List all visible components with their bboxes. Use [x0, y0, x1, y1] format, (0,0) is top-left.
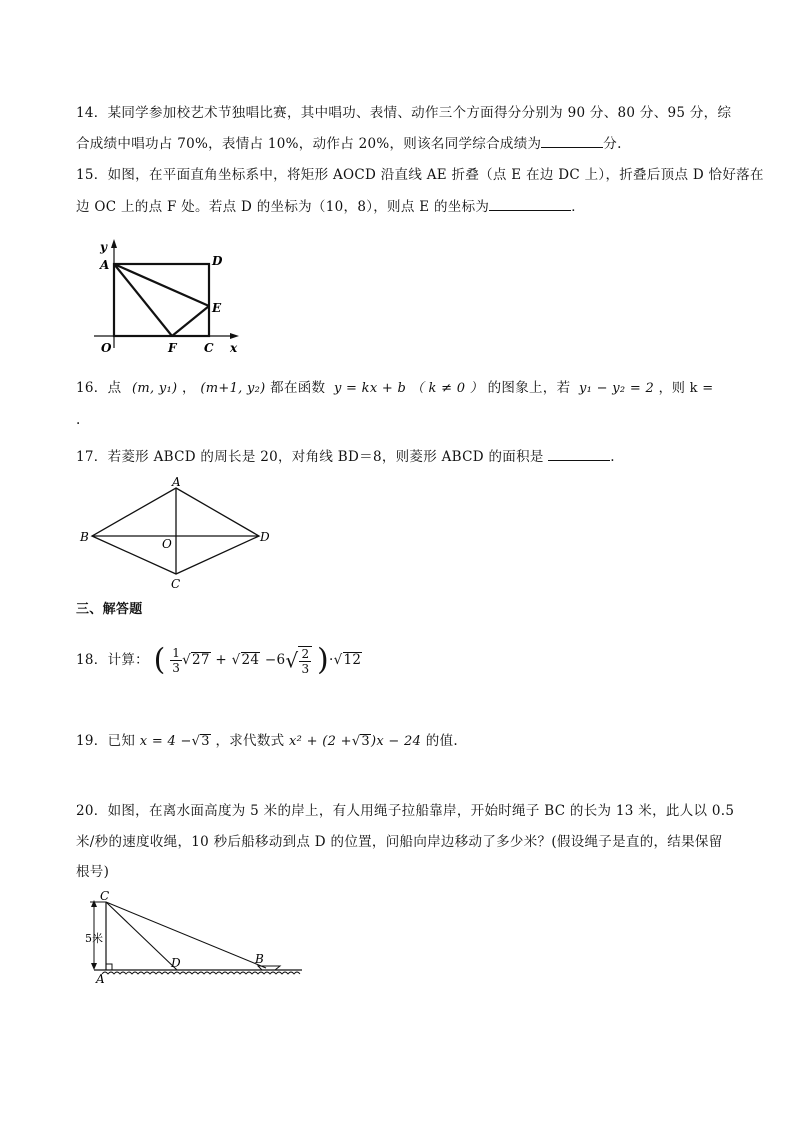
q17-rhombus-figure: [76, 474, 276, 592]
q14-answer-blank: [541, 133, 603, 148]
label-d: D: [212, 254, 223, 268]
y-axis-arrow: [111, 239, 117, 248]
label-d: D: [260, 530, 270, 544]
q20-boat-figure: [80, 890, 310, 990]
q17-line: [76, 446, 615, 467]
q18-dot: ·: [329, 652, 334, 668]
q18-fraction2-num: 2: [301, 646, 310, 661]
q17-answer-blank: [548, 446, 610, 461]
segment-ae: [114, 264, 209, 306]
q15-text: 边 OC 上的点 F 处。若点 D 的坐标为（10，8），则点 E 的坐标为: [76, 199, 490, 215]
q16-equation: y₁ − y₂ = 2: [579, 381, 655, 396]
q16-line1: [76, 378, 713, 399]
q15-coordinate-figure: [88, 236, 258, 360]
q18-fraction1: [170, 646, 182, 675]
label-f: F: [168, 341, 177, 355]
q18-fraction1-num: 1: [172, 646, 181, 660]
q19-radicand: 3: [201, 734, 210, 749]
q18-paren-right: ): [317, 642, 330, 678]
q18-sqrt-sign4: √: [333, 652, 343, 668]
height-arrow-top: [91, 900, 97, 907]
q16-point1: (m, y₁): [131, 381, 178, 396]
q16-point2: (m+1, y₂): [200, 381, 266, 396]
q16-mid2: 的图象上，若: [487, 380, 571, 396]
q20-line2: 米/秒的速度收绳，10 秒后船移动到点 D 的位置，问船向岸边移动了多少米？(假设绳子是直的，结果保留: [76, 834, 723, 850]
q18-paren-left: (: [153, 642, 166, 678]
q18-line: [76, 640, 362, 680]
section-title: 三、解答题: [76, 602, 143, 617]
q14-text: 合成绩中唱功占 70%，表情占 10%，动作占 20%，则该名同学综合成绩为: [76, 136, 542, 152]
q17-end: .: [610, 449, 615, 465]
q16-line2: .: [76, 412, 81, 428]
q19-mid: ，求代数式: [215, 733, 285, 749]
label-a: A: [96, 972, 105, 986]
label-a: A: [172, 475, 181, 489]
q20-line3: 根号): [76, 864, 110, 880]
q16-mid: 都在函数: [270, 380, 326, 396]
segment-fe: [172, 306, 209, 336]
q19-expr-sqrt-sign: √: [351, 734, 361, 749]
q16-condition: （ k ≠ 0 ）: [410, 381, 484, 396]
q18-plus: +: [215, 652, 228, 668]
label-c: C: [100, 890, 110, 903]
q16-function: y = kx + b: [333, 381, 407, 396]
q19-expr-radicand: 3: [361, 734, 370, 749]
q18-label: 18．计算：: [76, 652, 149, 668]
q16-end: ，则 k =: [658, 381, 714, 396]
q18-radicand3: 12: [343, 652, 362, 668]
q15-answer-blank: [489, 196, 571, 211]
q18-fraction1-den: 3: [172, 661, 181, 675]
q19-pre: 19．已知: [76, 733, 136, 749]
q19-line: [76, 731, 458, 752]
right-angle-mark: [106, 964, 112, 970]
height-arrow-bottom: [91, 963, 97, 970]
rope-cd: [106, 902, 177, 970]
rope-cb: [106, 902, 266, 968]
segment-af: [114, 264, 172, 336]
label-x: x: [230, 341, 238, 355]
q15-line2: [76, 196, 585, 217]
q14-unit: 分.: [603, 136, 622, 152]
q19-x-eq: x = 4 −: [139, 734, 192, 749]
q18-radicand1: 27: [192, 652, 210, 668]
label-o: O: [101, 341, 112, 355]
q18-fraction2-den: 3: [301, 661, 310, 676]
label-d: D: [171, 956, 181, 970]
label-c: C: [171, 577, 181, 591]
label-c: C: [204, 341, 214, 355]
q16-pre: 16．点: [76, 380, 122, 396]
q20-line1: 20．如图，在离水面高度为 5 米的岸上，有人用绳子拉船靠岸，开始时绳子 BC 的长为 13 米，此人以 0.5: [76, 803, 735, 819]
label-b: B: [255, 952, 264, 966]
q19-expr-a: x² + (2 +: [289, 734, 352, 749]
q14-line1: 14．某同学参加校艺术节独唱比赛，其中唱功、表情、动作三个方面得分分别为 90 分、80 分、95 分，综: [76, 105, 732, 121]
q15-line1: 15．如图，在平面直角坐标系中，将矩形 AOCD 沿直线 AE 折叠（点 E 在边 DC 上），折叠后顶点 D 恰好落在: [76, 167, 764, 183]
water-waves: [102, 972, 300, 974]
q17-text: 17．若菱形 ABCD 的周长是 20，对角线 BD＝8，则菱形 ABCD 的面积是: [76, 449, 544, 465]
q15-end: ．: [571, 199, 586, 215]
label-e: E: [212, 301, 222, 315]
q18-sqrt-sign1: √: [182, 652, 192, 668]
label-a: A: [100, 258, 110, 272]
q19-end: 的值.: [425, 733, 458, 749]
height-label: 5米: [85, 932, 103, 945]
q18-minus: −6: [264, 652, 286, 668]
label-y: y: [100, 240, 107, 254]
q19-sqrt-sign: √: [191, 734, 201, 749]
q14-line2: [76, 133, 622, 154]
q18-sqrt-sign3: √: [285, 648, 299, 673]
label-o: O: [162, 537, 172, 551]
label-b: B: [80, 530, 89, 544]
q18-fraction2: [298, 646, 312, 676]
q19-expr-b: )x − 24: [370, 734, 422, 749]
q18-sqrt-sign2: √: [231, 652, 241, 668]
q16-comma: ，: [181, 380, 196, 396]
x-axis-arrow: [230, 333, 239, 339]
q18-radicand2: 24: [241, 652, 260, 668]
